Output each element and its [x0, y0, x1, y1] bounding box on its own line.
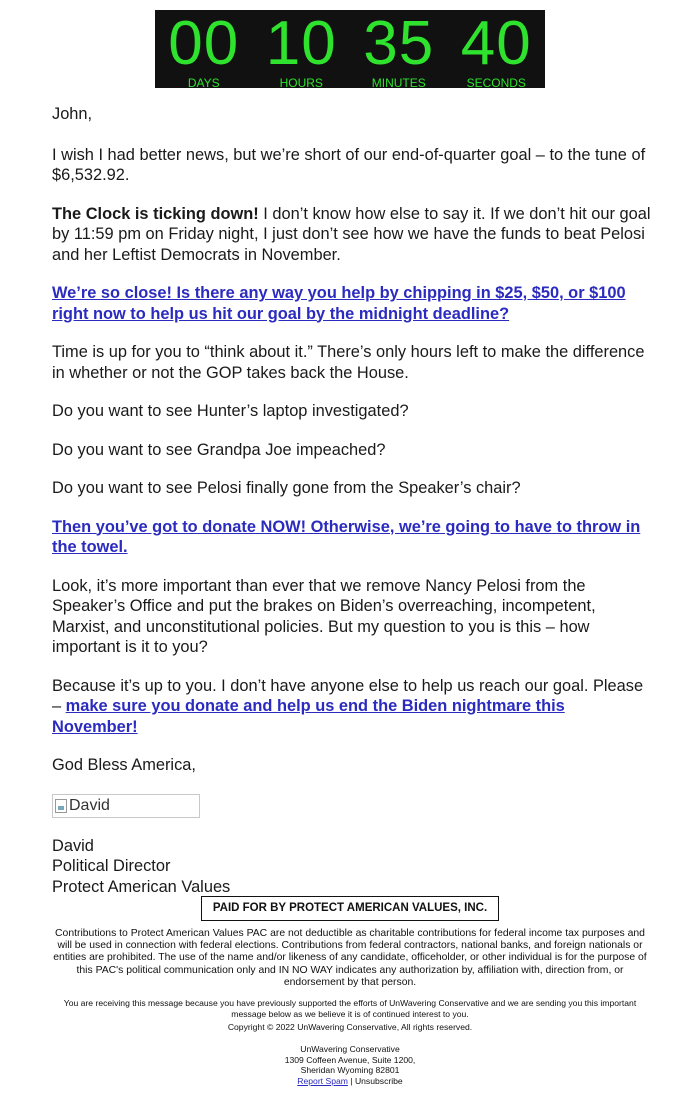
- paragraph-time-up: Time is up for you to “think about it.” There’s only hours left to make the difference in whether or not the GOP takes back the House.: [52, 343, 645, 382]
- signature-name: David: [52, 836, 94, 855]
- paragraph-clock: [52, 204, 652, 266]
- clock-text: I don’t know how else to say it. If we don’t hit our goal by 11:59 pm on Friday night, I just don’t see how we have the funds to beat Pelosi and her Leftist Democrats in November.: [52, 204, 651, 264]
- hours-value: 10: [265, 9, 337, 78]
- countdown-days: [158, 10, 250, 88]
- unsubscribe-link[interactable]: Unsubscribe: [354, 1075, 403, 1086]
- paragraph-look: Look, it’s more important than ever that we remove Nancy Pelosi from the Speaker’s Office and put the brakes on Biden’s overreaching, incompetent, Marxist, and unconstitutional policies. But my question to you is this – how important is it to you?: [52, 576, 596, 656]
- paragraph-because: [52, 676, 652, 738]
- footer-links: [52, 1076, 648, 1087]
- signature-alt-text: David: [69, 796, 110, 814]
- greeting: John,: [52, 105, 93, 123]
- signature-title: Political Director: [52, 857, 171, 875]
- paragraph-link1: [52, 283, 652, 324]
- address-street: 1309 Coffeen Avenue, Suite 1200,: [284, 1054, 416, 1065]
- countdown-minutes: [353, 10, 445, 88]
- address-city: Sheridan Wyoming 82801: [300, 1065, 400, 1076]
- countdown-hours: [255, 10, 347, 88]
- question-hunter: Do you want to see Hunter’s laptop investigated?: [52, 402, 409, 420]
- signature-org: Protect American Values: [52, 877, 231, 896]
- clock-emphasis: The Clock is ticking down!: [52, 204, 259, 223]
- paragraph-link2: [52, 517, 652, 558]
- copyright: Copyright © 2022 UnWavering Conservative, All rights reserved.: [227, 1022, 473, 1032]
- seconds-label: SECONDS: [466, 76, 526, 90]
- because-text: Because it’s up to you. I don’t have anyone else to help us reach our goal. Please –: [52, 676, 644, 715]
- hours-label: HOURS: [279, 76, 323, 90]
- donate-link-now[interactable]: Then you’ve got to donate NOW! Otherwise, we’re going to have to throw in the towel.: [52, 517, 641, 556]
- donate-link-end-nightmare[interactable]: make sure you donate and help us end the Biden nightmare this November!: [52, 697, 565, 736]
- link-separator: |: [347, 1075, 355, 1086]
- report-spam-link[interactable]: Report Spam: [297, 1075, 348, 1086]
- question-impeach: Do you want to see Grandpa Joe impeached?: [52, 440, 386, 459]
- email-body: [52, 104, 652, 897]
- minutes-label: MINUTES: [371, 76, 426, 90]
- days-label: DAYS: [187, 76, 220, 90]
- broken-image-icon: [55, 799, 67, 813]
- countdown-timer: [155, 10, 545, 88]
- seconds-value: 40: [460, 9, 532, 78]
- signature-image: [52, 794, 200, 818]
- legal-disclaimer: Contributions to Protect American Values PAC are not deductible as charitable contributions for federal income tax purposes and will be used in connection with federal elections. Contributions from federal contractors, national banks, and foreign nationals or entities are prohibited. The use of the name and/or likeness of any candidate, officeholder, or other individual is for the purpose of this PAC's political communication only and IN NO WAY indicates any authorization by, affiliation with, direction from, or endorsement by that person.: [53, 928, 647, 988]
- question-pelosi: Do you want to see Pelosi finally gone from the Speaker’s chair?: [52, 479, 521, 497]
- paragraph-shortfall: I wish I had better news, but we’re short of our end-of-quarter goal – to the tune of $6,532.92.: [52, 145, 646, 184]
- minutes-value: 35: [363, 9, 435, 78]
- days-value: 00: [168, 9, 240, 78]
- address-org: UnWavering Conservative: [300, 1044, 400, 1054]
- countdown-seconds: [450, 10, 542, 88]
- mailing-address: [52, 1044, 648, 1086]
- closing: God Bless America,: [52, 756, 196, 774]
- paid-for-box: PAID FOR BY PROTECT AMERICAN VALUES, INC.: [201, 896, 499, 921]
- donate-link-chip-in[interactable]: We’re so close! Is there any way you help by chipping in $25, $50, or $100 right now to help us hit our goal by the midnight deadline?: [52, 284, 626, 323]
- receiving-notice: You are receiving this message because you have previously supported the efforts of UnWavering Conservative and we are sending you this important message below as we believe it is of continued interest to you.: [63, 998, 637, 1019]
